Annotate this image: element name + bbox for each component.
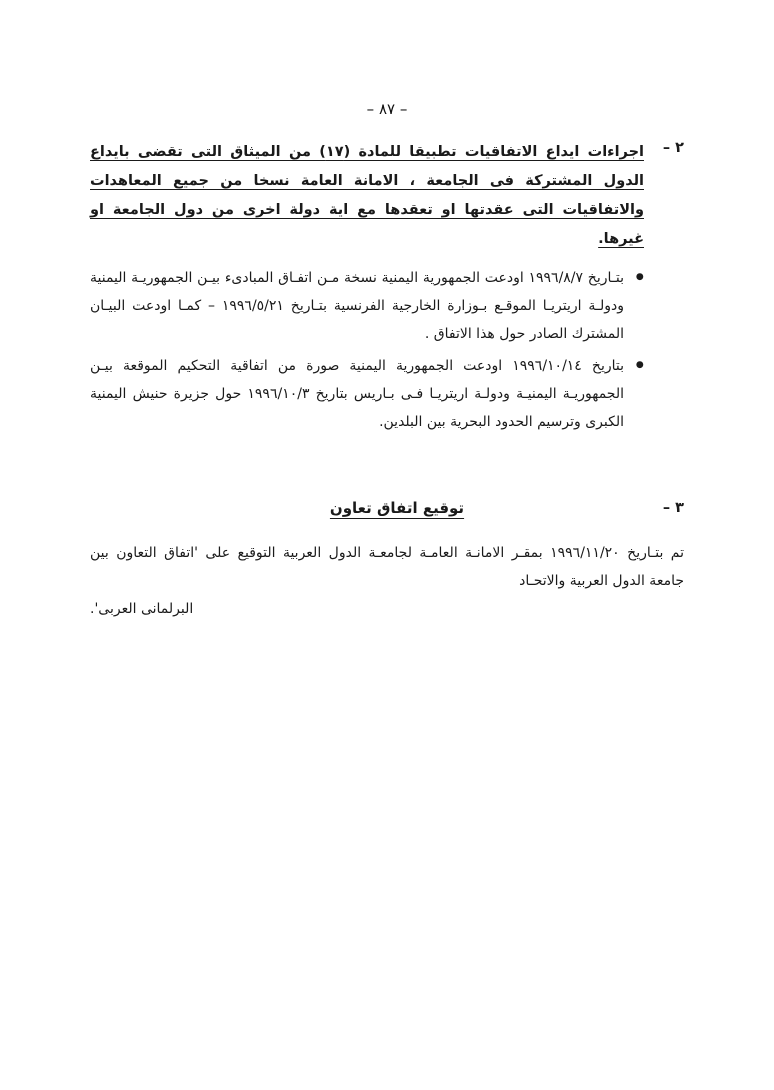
page-content	[90, 138, 684, 623]
section-3	[90, 498, 684, 623]
section-3-title: توقيع اتفاق تعاون	[329, 499, 465, 517]
list-item: ● بتـاريخ ١٩٩٦/٨/٧ اودعت الجمهورية اليمنية نسخة مـن اتفـاق المبادىء بيـن الجمهوريـة اليمنية ودولـة اريتريـا الموقـع بـوزارة الخارجية الفرنسية بتـاريخ ١٩٩٦/٥/٢١ – كمـا اودعت البيـان المشترك الصادر حول هذا الاتفاق .	[90, 264, 644, 348]
list-item: ● بتاريخ ١٩٩٦/١٠/١٤ اودعت الجمهورية اليمنية صورة من اتفاقية التحكيم الموقعة بيـن الجمهوريـة اليمنيـة ودولـة اريتريـا فـى بـاريس بتاريخ ١٩٩٦/١٠/٣ حول جزيرة حنيش اليمنية الكبرى وترسيم الحدود البحرية بين البلدين.	[90, 352, 644, 436]
section-2-heading: اجراءات ايداع الاتفاقيات تطبيقا للمادة (١٧) من الميثاق التى تقضى بايداع الدول المشتركة فى الجامعة ، الامانة العامة نسخا من جميع المعاهدات والاتفاقيات التى عقدتها او تعقدها مع اية دولة اخرى من دول الجامعة او غيرها.	[90, 144, 644, 247]
page-number: – ٨٧ –	[366, 100, 408, 118]
section-3-paragraph-wrap	[90, 539, 684, 623]
section-2-bullet-list	[90, 264, 644, 436]
section-3-number: ٣ –	[662, 500, 684, 516]
section-2-number: ٢ –	[662, 140, 684, 156]
section-3-title-row	[90, 498, 684, 517]
section-3-title-wrap	[90, 498, 644, 517]
section-2-body	[90, 138, 644, 440]
section-3-paragraph-last-line: البرلمانى العربى'.	[90, 601, 194, 617]
section-3-paragraph: تم بتـاريخ ١٩٩٦/١١/٢٠ بمقـر الامانـة العامـة لجامعـة الدول العربية التوقيع على 'اتفاق التعاون بين جامعة الدول العربية والاتحـاد	[90, 545, 684, 589]
section-2	[90, 138, 684, 440]
